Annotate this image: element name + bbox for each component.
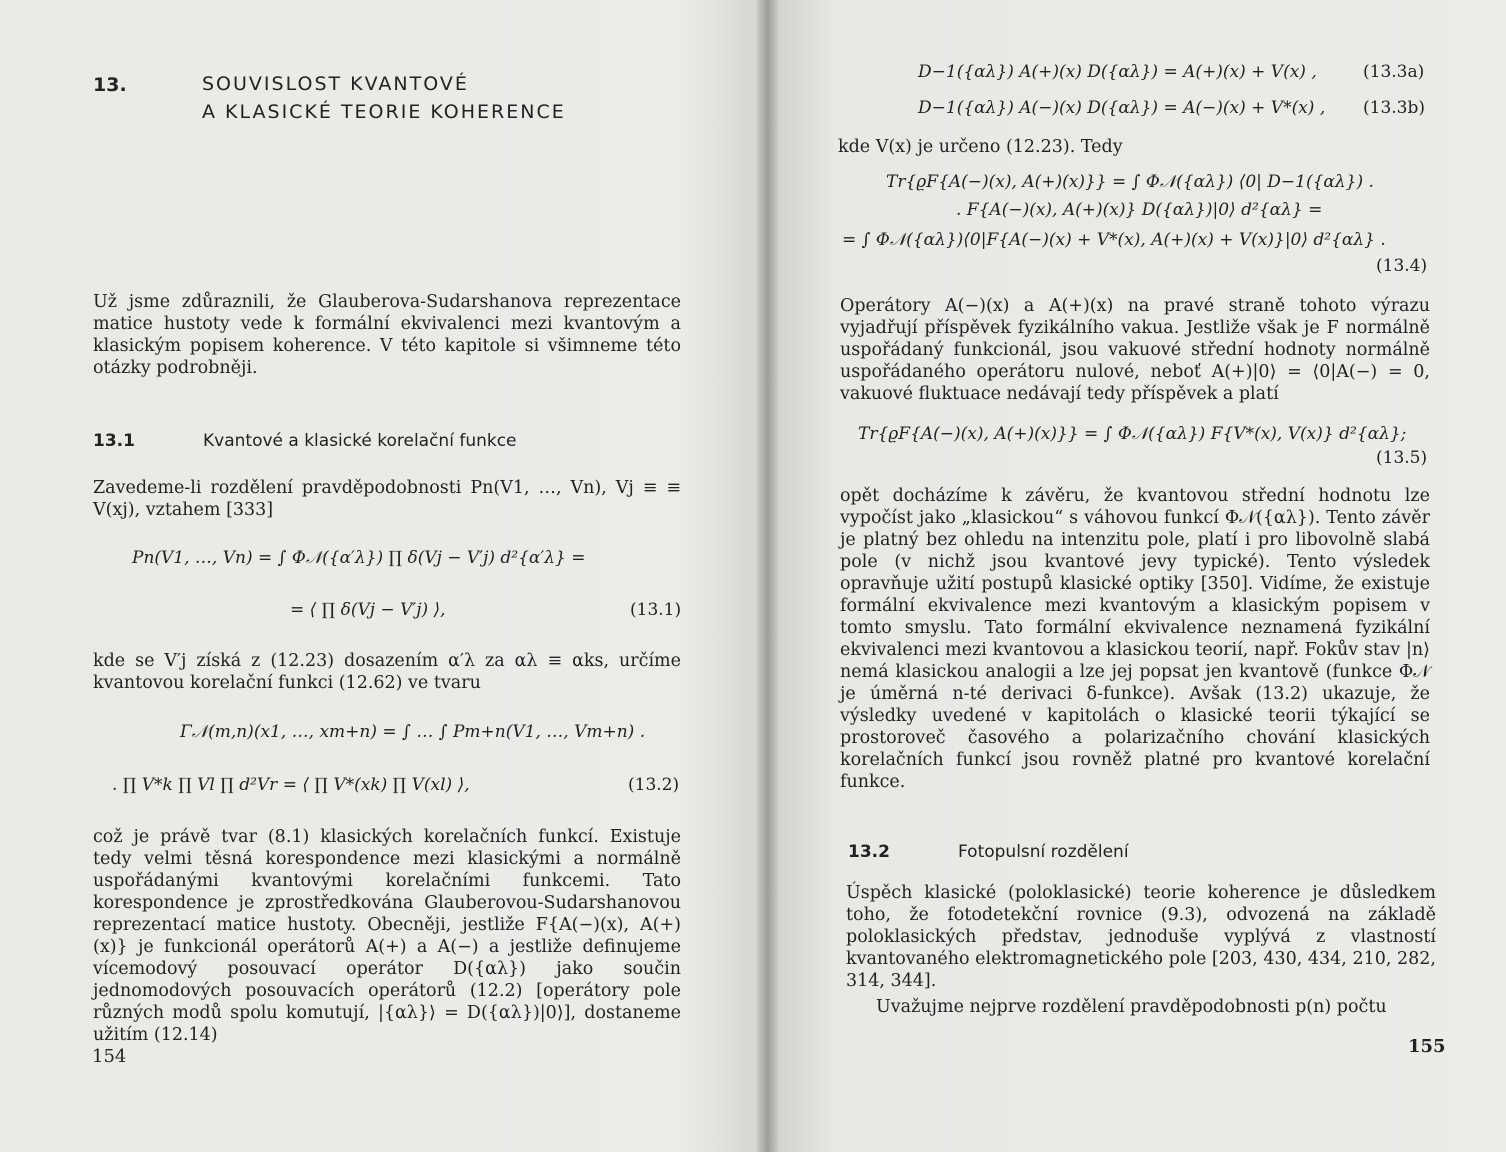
right-paragraph-1: Operátory A(−)(x) a A(+)(x) na pravé straně tohoto výrazu vyjadřují příspěvek fyzikálního vakua. Jestliže však je F normálně uspořádaný funkcionál, jsou vakuové střední hodnoty normálně uspořádaného operátoru nulové, neboť A(+)|0⟩ = ⟨0|A(−) = 0, vakuové fluktuace nedávají tedy příspěvek a platí [840, 296, 1430, 404]
equation-13-3b-number: (13.3b) [1363, 98, 1425, 118]
page-number-left: 154 [92, 1046, 127, 1067]
paragraph-3: což je právě tvar (8.1) klasických korelačních funkcí. Existuje tedy velmi těsná korespondence mezi klasickými a normálně uspořádanými kvantovými korelačními funkcemi. Tato korespondence je zprostředkována Glauberovou-Sudarshanovou reprezentací matice hustoty. Obecněji, jestliže F{A(−)(x), A(+)(x)} je funkcionál operátorů A(+) a A(−) a jestliže definujeme vícemodový posouvací operátor D({αλ}) jako součin jednomodových posouvacích operátorů (12.2) [operátory pole různých modů spolu komutují, |{αλ}⟩ = D({αλ})|0⟩], dostaneme užitím (12.14) [93, 827, 681, 1045]
equation-13-4-line-3: = ∫ Φ𝒩({αλ})⟨0|F{A(−)(x) + V*(x), A(+)(x) + V(x)}|0⟩ d²{αλ} . [842, 230, 1386, 250]
chapter-number: 13. [93, 74, 127, 96]
line-kde: kde V(x) je určeno (12.23). Tedy [838, 137, 1123, 157]
equation-13-2-line-2: . ∏ V*k ∏ Vl ∏ d²Vr = ⟨ ∏ V*(xk) ∏ V(xl) ⟩, [112, 775, 470, 795]
section-number: 13.1 [93, 431, 135, 451]
section-heading-13-2 [848, 842, 1368, 866]
paragraph-2: kde se V′j získá z (12.23) dosazením α′λ za αλ ≡ αks, určíme kvantovou korelační funkci (12.62) ve tvaru [93, 651, 681, 693]
chapter-title [202, 70, 566, 126]
right-paragraph-2: opět docházíme k závěru, že kvantovou střední hodnotu lze vypočíst jako „klasickou“ s váhovou funkcí Φ𝒩({αλ}). Tento závěr je platný bez ohledu na intenzitu pole, platí i pro libovolně slabá pole (v nichž jsou kvantové jevy typické). Tento výsledek opravňuje užití postupů klasické optiky [350]. Vidíme, že existuje formální ekvivalence mezi kvantovým a klasickým popisem v tomto smyslu. Tato formální ekvivalence neznamená fyzikální ekvivalenci mezi kvantovou a klasickou teorií, např. Fokův stav |n⟩ nemá klasickou analogii a lze jej popsat jen kvantově (funkce Φ𝒩 je úměrná n-té derivaci δ-funkce). Avšak (13.2) ukazuje, že výsledky uvedené v kapitolách o klasické teorii týkající se prostoroveč časového a polarizačního chování klasických korelačních funkcí jsou rovněž platné pro kvantové korelační funkce. [840, 486, 1430, 792]
equation-13-4-line-2: . F{A(−)(x), A(+)(x)} D({αλ})|0⟩ d²{αλ} = [956, 200, 1323, 220]
equation-13-4-number: (13.4) [1376, 256, 1428, 276]
right-paragraph-4: Uvažujme nejprve rozdělení pravděpodobnosti p(n) počtu [876, 997, 1387, 1017]
section-number: 13.2 [848, 842, 890, 862]
equation-13-3a: D−1({αλ}) A(+)(x) D({αλ}) = A(+)(x) + V(x) , [918, 62, 1317, 82]
equation-13-5: Tr{ϱF{A(−)(x), A(+)(x)}} = ∫ Φ𝒩({αλ}) F{V*(x), V(x)} d²{αλ}; [858, 424, 1407, 444]
equation-13-3b: D−1({αλ}) A(−)(x) D({αλ}) = A(−)(x) + V*(x) , [918, 98, 1326, 118]
equation-13-5-number: (13.5) [1376, 448, 1428, 468]
equation-13-1-line-2: = ⟨ ∏ δ(Vj − V′j) ⟩, [290, 600, 446, 620]
book-gutter [757, 0, 778, 1152]
page-number-right: 155 [1408, 1036, 1446, 1057]
equation-13-2-line-1: Γ𝒩(m,n)(x1, …, xm+n) = ∫ … ∫ Pm+n(V1, …, Vm+n) . [180, 722, 646, 742]
equation-13-1-line-1: Pn(V1, …, Vn) = ∫ Φ𝒩({α′λ}) ∏ δ(Vj − V′j) d²{α′λ} = [132, 548, 586, 568]
right-paragraph-3: Úspěch klasické (poloklasické) teorie koherence je důsledkem toho, že fotodetekční rovnice (9.3), odvozená na základě poloklasických představ, jednoduše vyplývá z vlastností kvantovaného elektromagnetického pole [203, 430, 434, 210, 282, 314, 344]. [846, 883, 1436, 991]
equation-13-3a-number: (13.3a) [1363, 62, 1425, 82]
section-heading-13-1 [93, 431, 613, 455]
equation-13-1-number: (13.1) [630, 600, 682, 620]
equation-13-4-line-1: Tr{ϱF{A(−)(x), A(+)(x)}} = ∫ Φ𝒩({αλ}) ⟨0| D−1({αλ}) . [886, 172, 1374, 192]
chapter-title-line-2: A KLASICKÉ TEORIE KOHERENCE [202, 101, 566, 123]
section-title: Kvantové a klasické korelační funkce [203, 431, 517, 451]
paragraph-1: Zavedeme-li rozdělení pravděpodobnosti Pn(V1, …, Vn), Vj ≡ ≡ V(xj), vztahem [333] [93, 478, 681, 520]
intro-paragraph: Už jsme zdůraznili, že Glauberova-Sudarshanova reprezentace matice hustoty vede k formální ekvivalenci mezi kvantovým a klasickým popisem koherence. V této kapitole si všimneme této otázky podrobněji. [93, 292, 681, 378]
section-title: Fotopulsní rozdělení [958, 842, 1129, 862]
right-page [778, 0, 1506, 1152]
chapter-title-line-1: SOUVISLOST KVANTOVÉ [202, 73, 469, 95]
equation-13-2-number: (13.2) [628, 775, 680, 795]
